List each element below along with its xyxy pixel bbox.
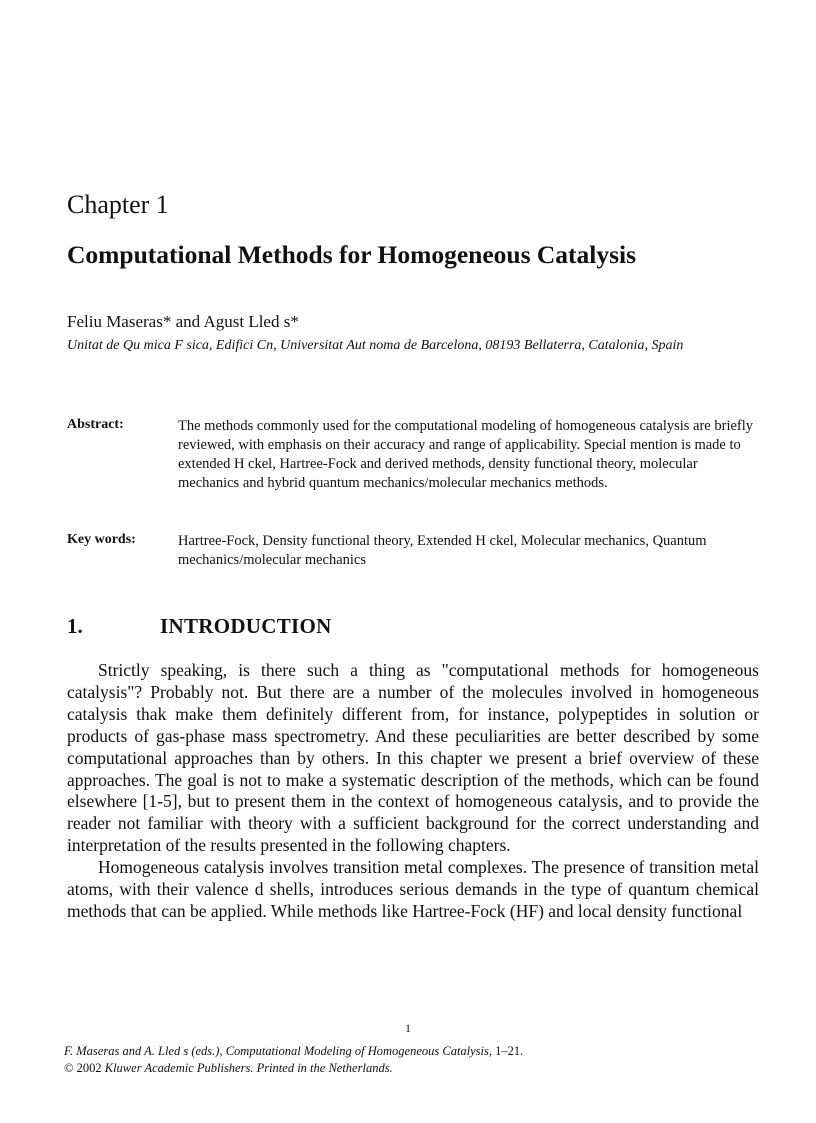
footer-editors: F. Maseras and A. Lled s (eds.), <box>64 1044 223 1058</box>
paragraph: Homogeneous catalysis involves transition metal complexes. The presence of transition metal atoms, with their valence d shells, introduces serious demands in the type of quantum chemical methods that can be applied. While methods like Hartree-Fock (HF) and local density functional <box>67 857 759 921</box>
abstract-label: Abstract: <box>67 417 124 432</box>
keywords-label: Key words: <box>67 532 136 547</box>
keywords-text: Hartree-Fock, Density functional theory, Extended H ckel, Molecular mechanics, Quantum mechanics/molecular mechanics <box>178 533 707 568</box>
footer-copyright: © 2002 <box>64 1061 102 1075</box>
footer <box>64 1043 523 1077</box>
footer-book-title: Computational Modeling of Homogeneous Catalysis, <box>225 1044 493 1058</box>
author-affiliation: Unitat de Qu mica F sica, Edifici Cn, Universitat Aut noma de Barcelona, 08193 Bellaterra, Catalonia, Spain <box>67 338 684 353</box>
paragraph: Strictly speaking, is there such a thing as "computational methods for homogeneous catalysis"? Probably not. But there are a number of the molecules involved in homogeneous catalysis thak make them definitely different from, for instance, polypeptides in solution or products of gas-phase mass spectrometry. And these peculiarities are better described by some computational approaches than by others. In this chapter we present a brief overview of these approaches. The goal is not to make a systematic description of the methods, which can be found elsewhere [1-5], but to present them in the context of homogeneous catalysis, and to provide the reader not familiar with theory with a sufficient background for the correct understanding and interpretation of the results presented in the following chapters. <box>67 660 759 856</box>
page-number: 1 <box>405 1021 411 1035</box>
chapter-title: Computational Methods for Homogeneous Catalysis <box>67 240 637 269</box>
section-title: INTRODUCTION <box>160 614 332 638</box>
section-number: 1. <box>67 614 83 638</box>
footer-line-2 <box>64 1060 523 1077</box>
footer-pages: 1–21. <box>495 1044 524 1058</box>
abstract-text: The methods commonly used for the computational modeling of homogeneous catalysis are briefly reviewed, with emphasis on their accuracy and range of applicability. Special mention is made to extended H ckel, Hartree-Fock and derived methods, density functional theory, molecular mechanics and hybrid quantum mechanics/molecular mechanics methods. <box>178 418 754 491</box>
section-body <box>67 660 759 923</box>
footer-publisher: Kluwer Academic Publishers. Printed in the Netherlands. <box>104 1061 393 1075</box>
chapter-label: Chapter 1 <box>67 190 169 219</box>
author-names: Feliu Maseras* and Agust Lled s* <box>67 312 299 331</box>
footer-line-1 <box>64 1043 523 1060</box>
